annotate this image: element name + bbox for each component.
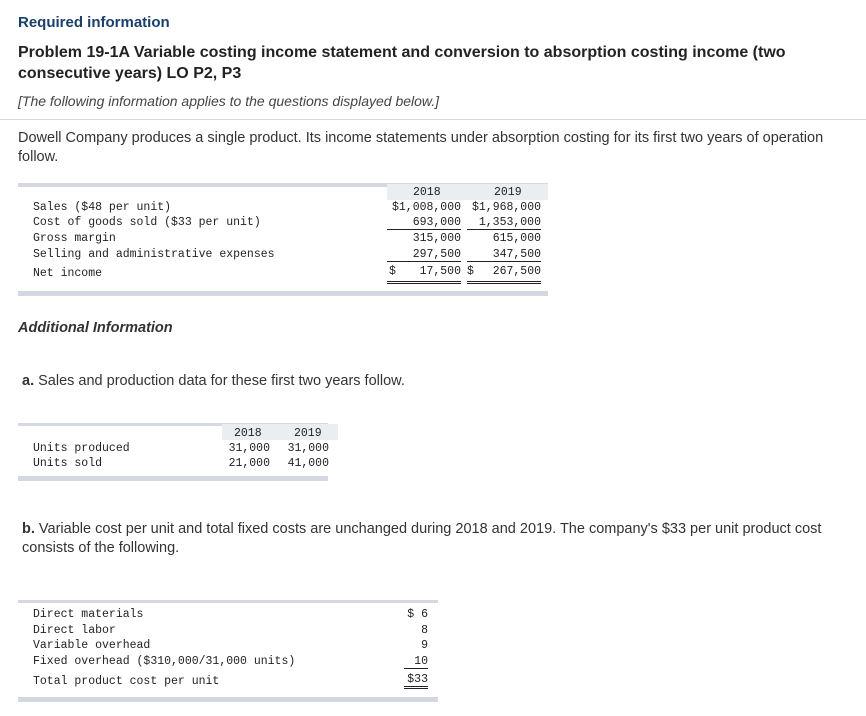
currency-symbol: $ xyxy=(389,265,396,278)
units-value: 31,000 xyxy=(287,442,329,455)
item-a-text xyxy=(22,372,405,391)
cost-value: 9 xyxy=(421,639,428,652)
additional-info-heading: Additional Information xyxy=(18,320,173,336)
units-row-label: Units sold xyxy=(33,457,103,470)
item-a-body: Sales and production data for these first two years follow. xyxy=(34,373,405,389)
income-value: 347,500 xyxy=(467,248,541,262)
income-value: 1,353,000 xyxy=(467,216,541,230)
subtitle-note: [The following information applies to the questions displayed below.] xyxy=(18,93,440,109)
cost-value: 8 xyxy=(421,624,428,637)
income-row-label: Sales ($48 per unit) xyxy=(33,201,172,214)
income-year-2019: 2019 xyxy=(494,186,522,199)
income-value: 17,500 xyxy=(419,265,461,278)
units-row-label: Units produced xyxy=(33,442,130,455)
income-value: 297,500 xyxy=(387,248,461,262)
income-value: 267,500 xyxy=(492,265,541,278)
units-value: 41,000 xyxy=(287,457,329,470)
units-value: 21,000 xyxy=(228,457,270,470)
cost-value: $ 6 xyxy=(407,608,428,621)
income-row-label: Gross margin xyxy=(33,232,116,245)
cost-row-label: Fixed overhead ($310,000/31,000 units) xyxy=(33,655,296,668)
income-value: $1,968,000 xyxy=(471,201,541,214)
required-information-label: Required information xyxy=(18,14,170,31)
cost-value: $33 xyxy=(404,673,428,689)
cost-row-label: Direct materials xyxy=(33,608,144,621)
net-income-2018-cell xyxy=(387,265,461,284)
income-value: $1,008,000 xyxy=(391,201,461,214)
cost-row-label: Direct labor xyxy=(33,624,116,637)
income-value: 315,000 xyxy=(412,232,461,245)
currency-symbol: $ xyxy=(467,265,474,278)
item-b-text xyxy=(22,520,862,558)
problem-title: Problem 19-1A Variable costing income statement and conversion to absorption costing income (two consecutive years) LO P2, P3 xyxy=(18,44,786,82)
item-b-body: Variable cost per unit and total fixed costs are unchanged during 2018 and 2019. The company's $33 per unit product cost consists of the following. xyxy=(22,521,822,556)
item-b-label: b. xyxy=(22,521,35,537)
income-value: 615,000 xyxy=(492,232,541,245)
units-year-2018: 2018 xyxy=(234,427,262,440)
income-row-label: Cost of goods sold ($33 per unit) xyxy=(33,216,261,229)
table-bottom-bar xyxy=(18,476,328,481)
net-income-2019-cell xyxy=(467,265,541,284)
table-bottom-bar xyxy=(18,697,438,702)
income-row-label: Net income xyxy=(33,267,103,280)
income-value: 693,000 xyxy=(387,216,461,230)
table-bottom-bar xyxy=(18,291,548,296)
units-value: 31,000 xyxy=(228,442,270,455)
table-top-bar xyxy=(18,600,438,603)
cost-value: 10 xyxy=(404,655,428,669)
item-a-label: a. xyxy=(22,373,35,389)
cost-row-label: Total product cost per unit xyxy=(33,675,220,688)
cost-row-label: Variable overhead xyxy=(33,639,151,652)
intro-paragraph: Dowell Company produces a single product. Its income statements under absorption costing for its first two years of operation follow. xyxy=(18,130,824,165)
income-year-2018: 2018 xyxy=(413,186,441,199)
divider xyxy=(0,119,866,120)
year-header-bg xyxy=(387,184,548,200)
units-year-2019: 2019 xyxy=(294,427,322,440)
income-row-label: Selling and administrative expenses xyxy=(33,248,275,261)
